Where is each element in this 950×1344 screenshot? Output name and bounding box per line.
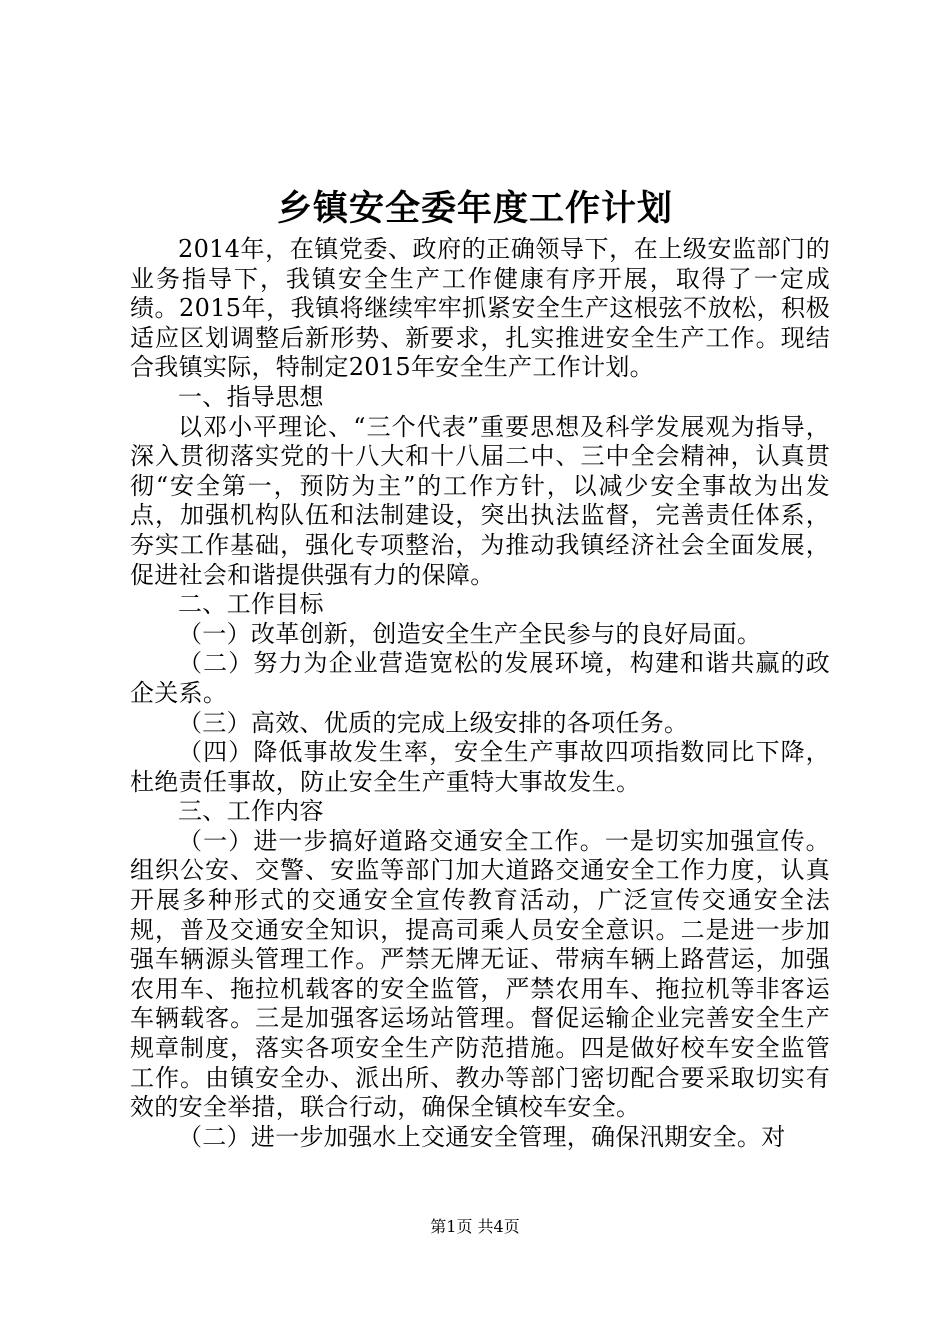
- goal-item-1: （一）改革创新，创造安全生产全民参与的良好局面。: [178, 619, 762, 648]
- section-heading-work-goals: 二、工作目标: [178, 590, 324, 619]
- section-heading-work-content: 三、工作内容: [178, 797, 324, 826]
- page-footer: 第1页 共4页: [430, 1217, 520, 1236]
- content-item-2: （二）进一步加强水上交通安全管理，确保汛期安全。对: [178, 1122, 786, 1151]
- document-body: [130, 235, 830, 1152]
- guiding-thought-paragraph: 以邓小平理论、“三个代表”重要思想及科学发展观为指导，深入贯彻落实党的十八大和十八届二中、三中全会精神，认真贯彻“安全第一，预防为主”的工作方针，以减少安全事故为出发点，加强机构队伍和法制建设，突出执法监督，完善责任体系，夯实工作基础，强化专项整治，为推动我镇经济社会全面发展，促进社会和谐提供强有力的保障。: [130, 412, 830, 589]
- section-heading-guiding-thought: 一、指导思想: [178, 382, 324, 411]
- intro-paragraph: 2014年，在镇党委、政府的正确领导下，在上级安监部门的业务指导下，我镇安全生产工作健康有序开展，取得了一定成绩。2015年，我镇将继续牢牢抓紧安全生产这根弦不放松，积极适应区划调整后新形势、新要求，扎实推进安全生产工作。现结合我镇实际，特制定2015年安全生产工作计划。: [130, 235, 830, 382]
- goal-item-2: （二）努力为企业营造宽松的发展环境，构建和谐共赢的政企关系。: [130, 649, 830, 707]
- goal-item-4: （四）降低事故发生率，安全生产事故四项指数同比下降，杜绝责任事故，防止安全生产重特大事故发生。: [130, 738, 830, 796]
- content-item-1: （一）进一步搞好道路交通安全工作。一是切实加强宣传。组织公安、交警、安监等部门加大道路交通安全工作力度，认真开展多种形式的交通安全宣传教育活动，广泛宣传交通安全法规，普及交通安全知识，提高司乘人员安全意识。二是进一步加强车辆源头管理工作。严禁无牌无证、带病车辆上路营运，加强农用车、拖拉机载客的安全监管，严禁农用车、拖拉机等非客运车辆载客。三是加强客运场站管理。督促运输企业完善安全生产规章制度，落实各项安全生产防范措施。四是做好校车安全监管工作。由镇安全办、派出所、教办等部门密切配合要采取切实有效的安全举措，联合行动，确保全镇校车安全。: [130, 826, 830, 1122]
- document-title: 乡镇安全委年度工作计划: [276, 188, 673, 229]
- goal-item-3: （三）高效、优质的完成上级安排的各项任务。: [178, 708, 689, 737]
